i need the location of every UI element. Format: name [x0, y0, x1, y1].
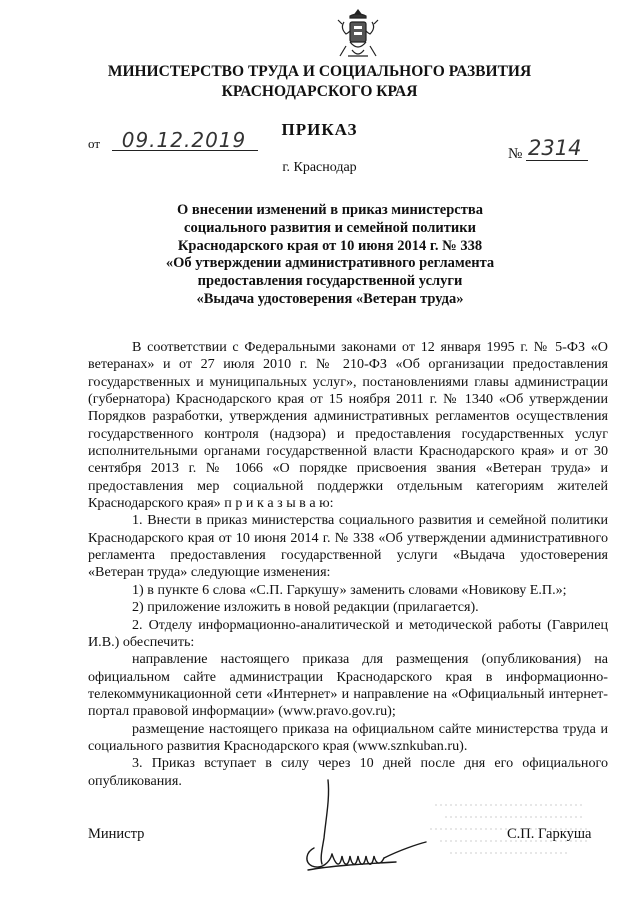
number-handwritten: 2314 [528, 136, 582, 160]
paragraph-item-2: 2. Отделу информационно-аналитической и методической работы (Гаврилец И.В.) обеспечить: [88, 616, 608, 650]
date-handwritten: 09.12.2019 [121, 128, 247, 152]
number-prefix: № [508, 146, 523, 162]
order-body [88, 339, 608, 790]
signer-name: С.П. Гаркуша [507, 826, 592, 842]
paragraph-item-1: 1. Внести в приказ министерства социального развития и семейной политики Краснодарского края от 10 июня 2014 г. № 338 «Об утверждении административного регламента предоставления государственной услуги «Выдача удостоверения «Ветеран труда» следующие изменения: [88, 512, 608, 581]
subject-line-1: О внесении изменений в приказ министерства [177, 202, 483, 218]
subject-line-5: предоставления государственной услуги [197, 273, 463, 290]
order-date-field [88, 128, 273, 156]
paragraph-item-2-b: размещение настоящего приказа на официальном сайте министерства труда и социального развития Краснодарского края (www.sznkuban.ru). [88, 720, 608, 754]
paragraph-item-2-a: направление настоящего приказа для размещения (опубликования) на официальном сайте администрации Краснодарского края в информационно-телекоммуникационной сети «Интернет» и направление на «Официальный интернет-портал правовой информации» (www.pravo.gov.ru); [88, 651, 608, 720]
city-line: г. Краснодар [282, 160, 357, 175]
paragraph-item-1-1: 1) в пункте 6 слова «С.П. Гаркушу» заменить словами «Новикову Е.П.»; [132, 581, 567, 598]
date-underline [112, 150, 258, 151]
handwritten-signature [300, 778, 430, 888]
order-subject [140, 202, 520, 309]
coat-of-arms-emblem [336, 6, 380, 62]
ministry-line-1: МИНИСТЕРСТВО ТРУДА И СОЦИАЛЬНОГО РАЗВИТИЯ [107, 63, 532, 80]
date-prefix: от [88, 136, 101, 151]
paragraph-preamble: В соответствии с Федеральными законами от 12 января 1995 г. № 5-ФЗ «О ветеранах» и от 27 июля 2010 г. № 210-ФЗ «Об организации предоставления государственных и муниципальных услуг», постановлениями главы администрации (губернатора) Краснодарского края от 15 ноября 2011 г. № 1340 «Об утверждении Порядков разработки, утверждения административных регламентов осуществления государственного контроля (надзора) и предоставления государственных услуг исполнительными органами государственной власти Краснодарского края» и от 30 сентября 2013 г. № 1066 «О порядке присвоения звания «Ветеран труда» и предоставления мер социальной поддержки отдельным категориям жителей Краснодарского края» п р и к а з ы в а ю: [88, 339, 608, 512]
subject-line-3: Краснодарского края от 10 июня 2014 г. № 338 [177, 237, 483, 254]
ministry-line-2: КРАСНОДАРСКОГО КРАЯ [221, 83, 418, 100]
paragraph-item-1-2: 2) приложение изложить в новой редакции (прилагается). [132, 599, 479, 616]
paragraph-item-3: 3. Приказ вступает в силу через 10 дней после дня его официального опубликования. [88, 755, 608, 789]
subject-line-6: «Выдача удостоверения «Ветеран труда» [196, 290, 464, 307]
subject-line-2: социального развития и семейной политики [184, 219, 476, 236]
subject-line-4: «Об утверждении административного регламента [165, 255, 495, 272]
document-type-title: ПРИКАЗ [281, 120, 358, 139]
ministry-name [0, 62, 639, 102]
signer-position: Министр [88, 826, 145, 842]
